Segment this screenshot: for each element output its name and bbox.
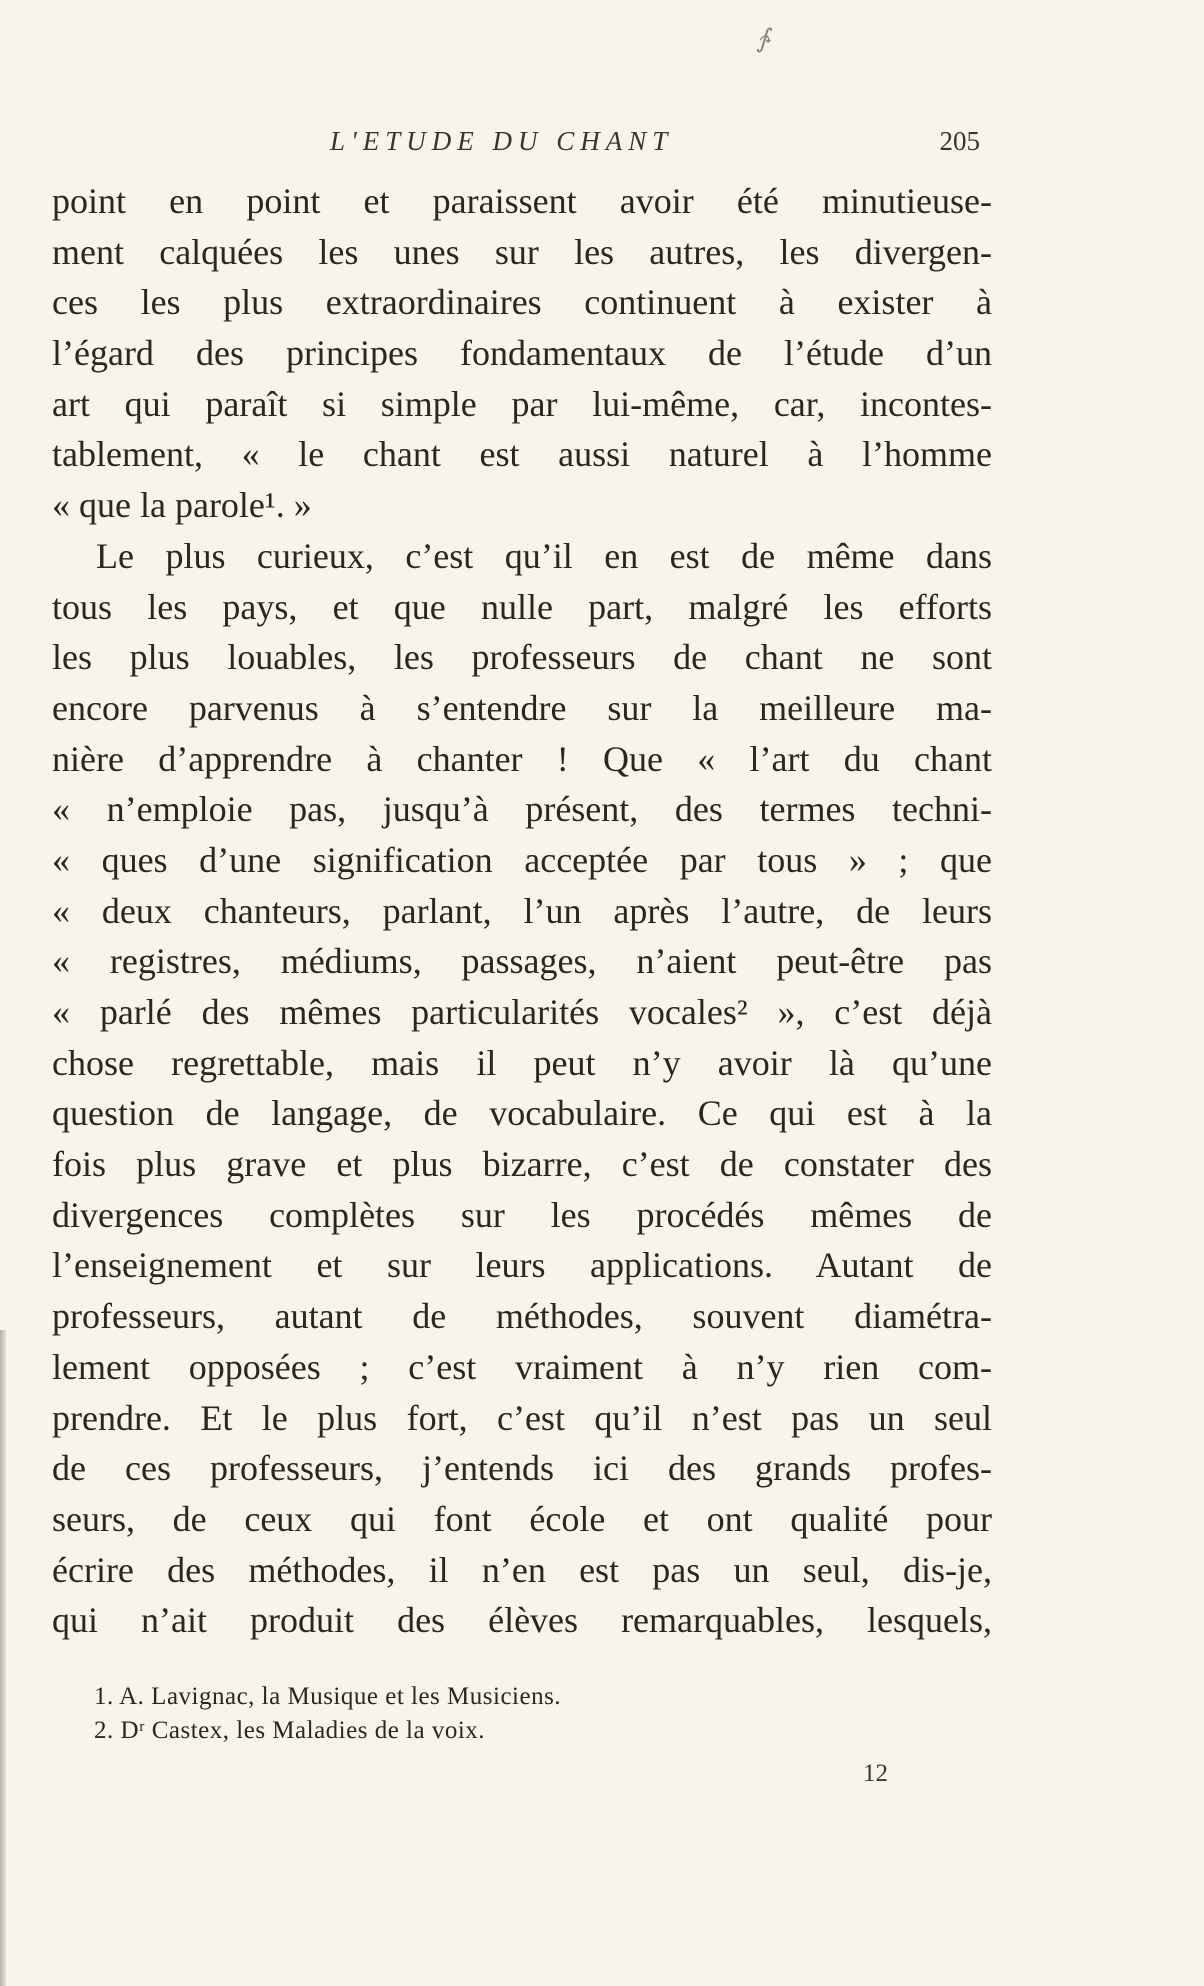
text-line: fois plus grave et plus bizarre, c’est de constater des [52,1144,992,1185]
text-line: l’égard des principes fondamentaux de l’étude d’un [52,333,992,374]
footnote: 1. A. Lavignac, la Musique et les Musiciens. [94,1683,562,1710]
text-line: « n’emploie pas, jusqu’à présent, des termes techni- [52,789,992,830]
text-line: ces les plus extraordinaires continuent à exister à [52,282,992,323]
footnote: 2. Dʳ Castex, les Maladies de la voix. [94,1717,486,1744]
text-line: divergences complètes sur les procédés mêmes de [52,1194,992,1235]
text-line: tous les pays, et que nulle part, malgré les efforts [52,586,992,627]
running-head: L'ETUDE DU CHANT [330,126,674,156]
text-line: « ques d’une signification acceptée par tous » ; que [52,839,992,880]
body-text [52,176,992,1646]
page-edge-shadow [0,1330,6,1986]
text-line: question de langage, de vocabulaire. Ce qui est à la [52,1093,992,1134]
text-line: tablement, « le chant est aussi naturel à l’homme [52,434,992,475]
text-line: « deux chanteurs, parlant, l’un après l’autre, de leurs [52,890,992,931]
text-line: de ces professeurs, j’entends ici des grands profes- [52,1448,992,1489]
text-line: « parlé des mêmes particularités vocales² », c’est déjà [52,992,992,1032]
text-line: les plus louables, les professeurs de chant ne sont [52,637,992,678]
text-line: art qui paraît si simple par lui-même, car, incontes- [52,383,992,424]
text-line: écrire des méthodes, il n’en est pas un seul, dis-je, [52,1549,992,1590]
text-line: « que la parole¹. » [52,485,312,526]
text-line: l’enseignement et sur leurs applications. Autant de [52,1245,992,1286]
footnotes [94,1680,954,1748]
handwritten-mark: ∱ [756,24,770,54]
page-number: 205 [939,126,980,156]
text-line: qui n’ait produit des élèves remarquables, lesquels, [52,1600,992,1641]
signature-mark: 12 [863,1760,888,1787]
text-line: lement opposées ; c’est vraiment à n’y rien com- [52,1346,992,1387]
text-line: point en point et paraissent avoir été minutieuse- [52,181,992,221]
text-line: Le plus curieux, c’est qu’il en est de même dans [96,535,992,576]
text-line: chose regrettable, mais il peut n’y avoir là qu’une [52,1042,992,1083]
text-line: « registres, médiums, passages, n’aient peut-être pas [52,941,992,982]
text-line: professeurs, autant de méthodes, souvent diamétra- [52,1296,992,1337]
text-line: prendre. Et le plus fort, c’est qu’il n’est pas un seul [52,1397,992,1438]
text-line: ment calquées les unes sur les autres, les divergen- [52,231,992,272]
text-line: seurs, de ceux qui font école et ont qualité pour [52,1498,992,1539]
text-line: nière d’apprendre à chanter ! Que « l’art du chant [52,738,992,779]
text-line: encore parvenus à s’entendre sur la meilleure ma- [52,687,992,728]
page-header [330,126,980,166]
